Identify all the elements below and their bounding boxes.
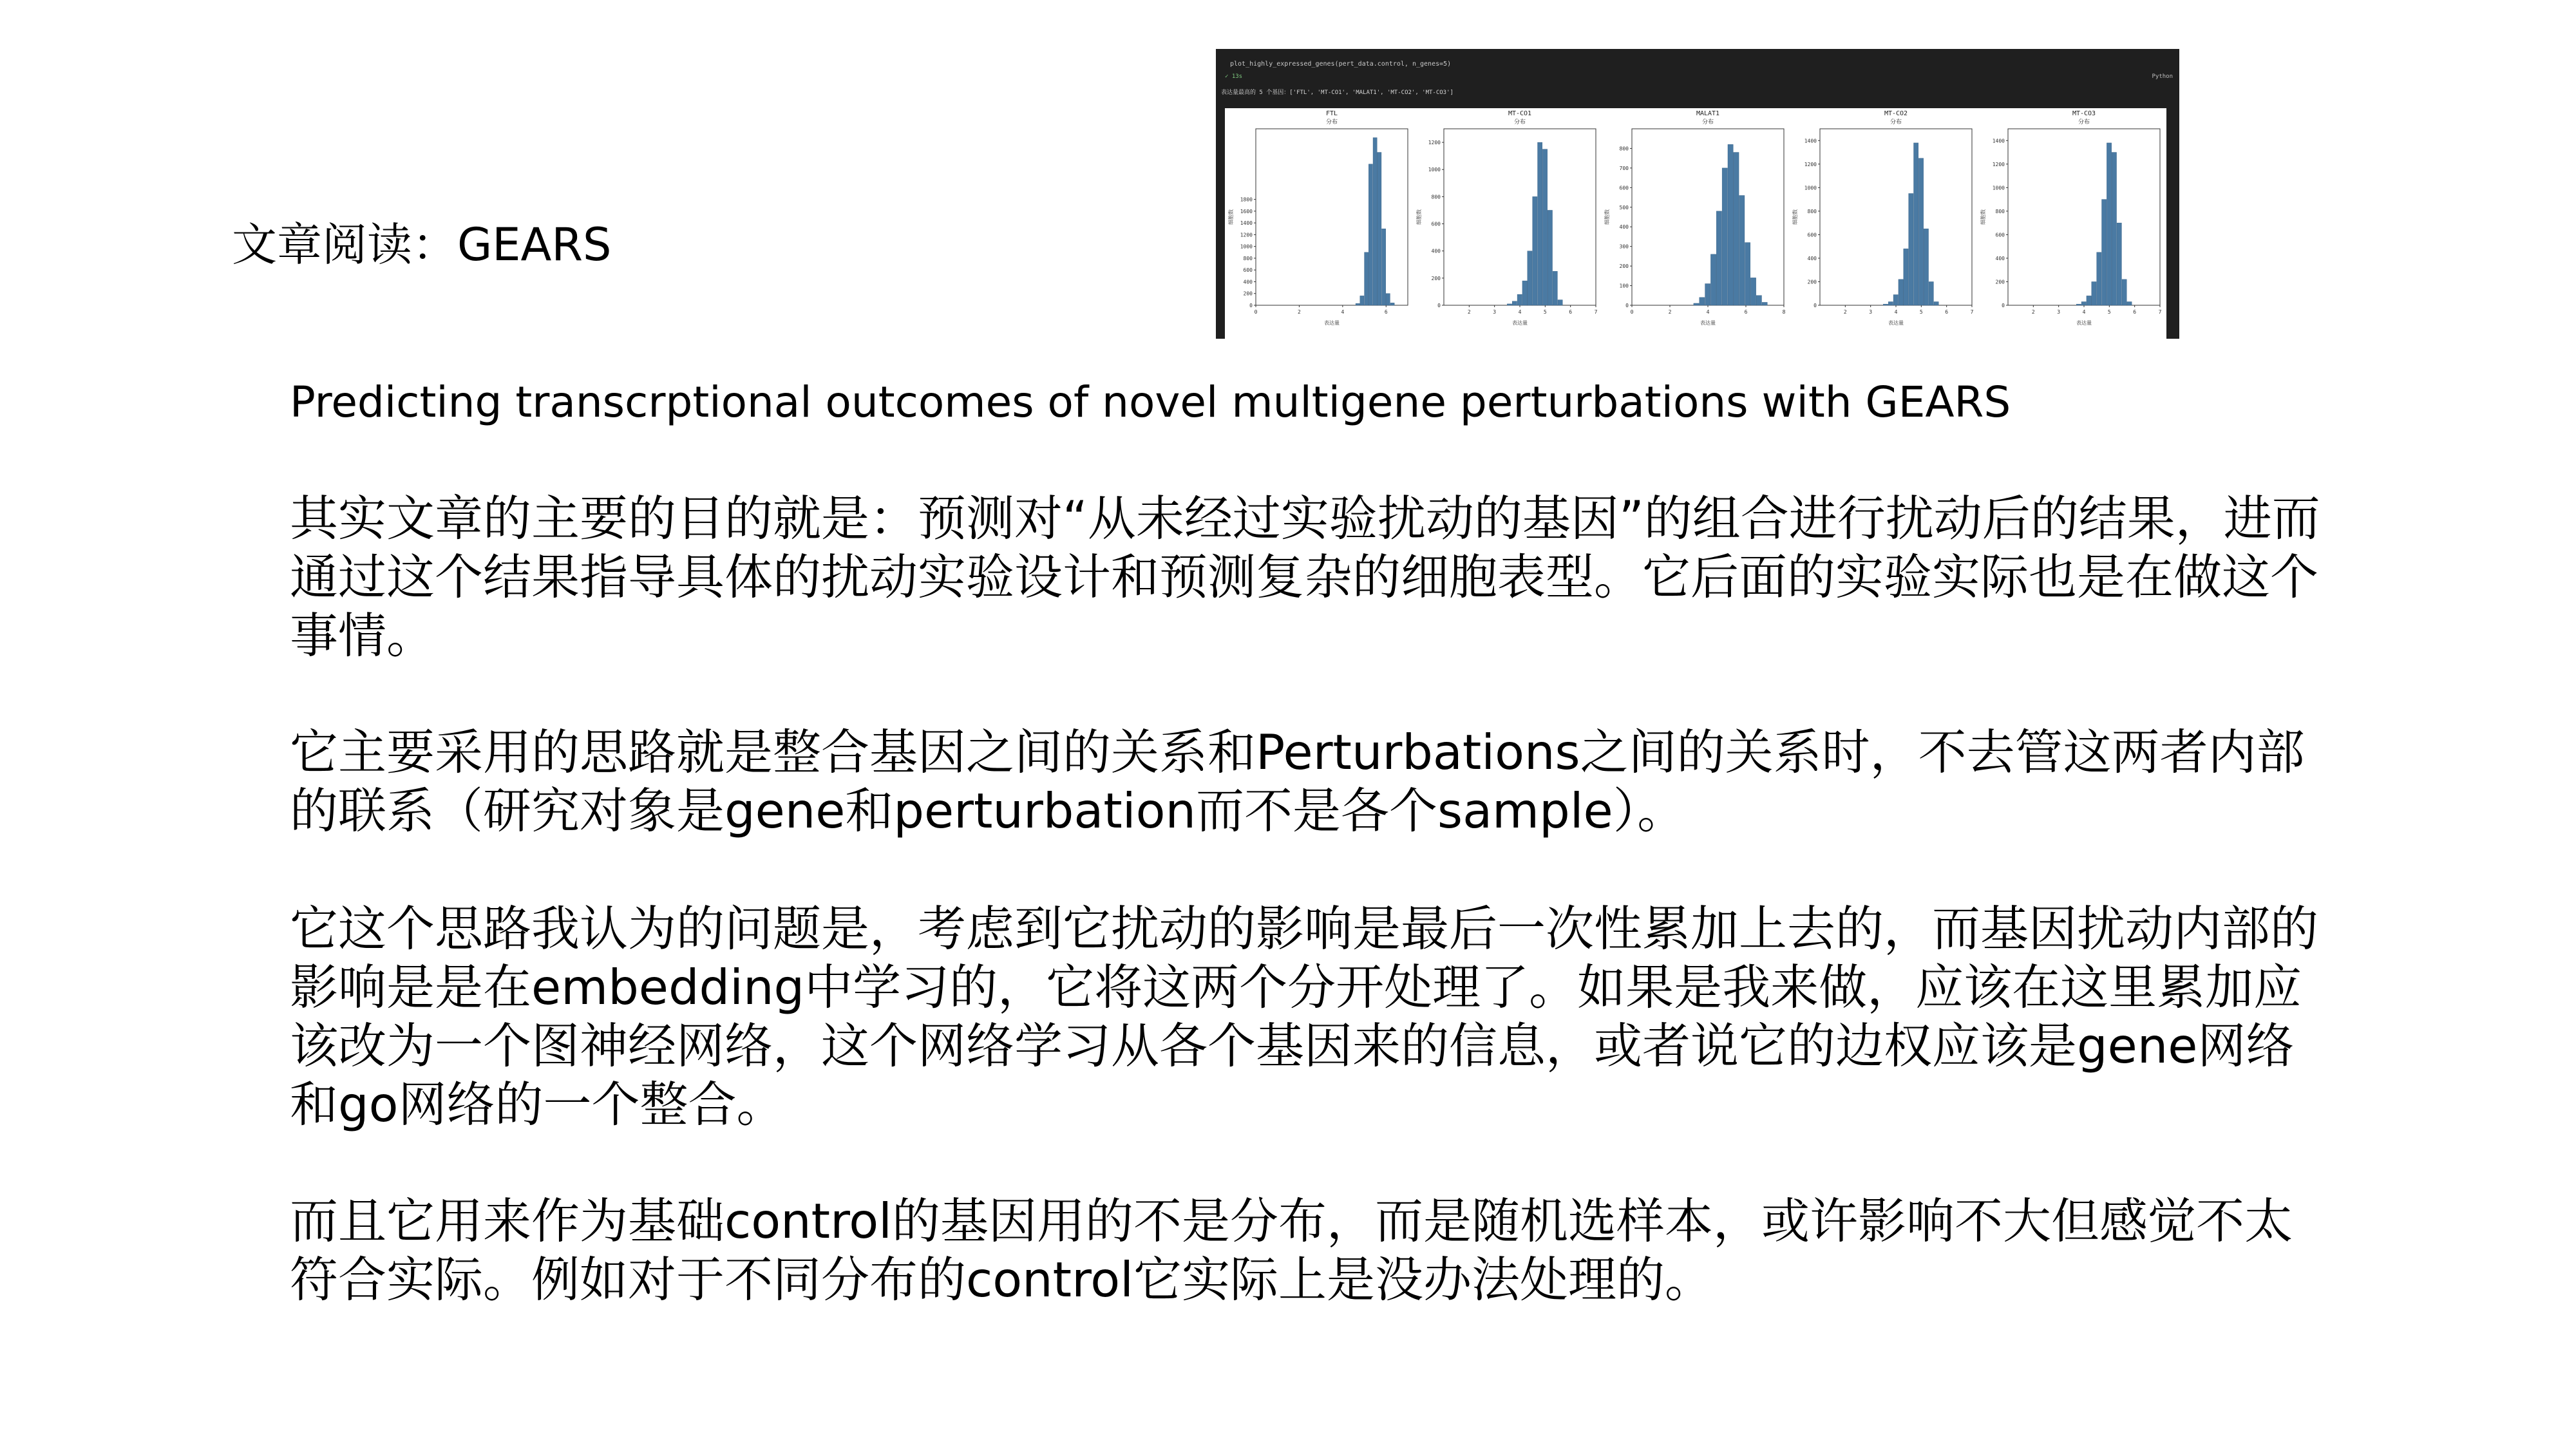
- y-tick-label: 600: [1619, 185, 1629, 191]
- histogram-panel: [1416, 110, 1598, 326]
- histogram-bar: [1909, 193, 1913, 305]
- histogram-bar: [1734, 153, 1739, 305]
- x-tick-label: 5: [2107, 309, 2111, 315]
- histogram-bar: [1558, 300, 1562, 305]
- panel-subtitle: 分布: [1701, 119, 1714, 126]
- x-tick-label: 4: [1341, 309, 1345, 315]
- histogram-bar: [1914, 143, 1918, 305]
- histogram-bar: [1528, 251, 1532, 305]
- histogram-bar: [1694, 303, 1699, 305]
- histogram-bar: [1762, 302, 1767, 305]
- histogram-bar: [1522, 281, 1527, 305]
- panel-title: MT-CO2: [1884, 110, 1908, 117]
- histogram-bar: [1548, 210, 1552, 305]
- x-tick-label: 7: [1970, 309, 1974, 315]
- panel-title: MT-CO1: [1508, 110, 1532, 117]
- y-tick-label: 800: [1995, 208, 2005, 214]
- y-tick-label: 0: [1814, 303, 1817, 308]
- histogram-bar: [1883, 304, 1888, 305]
- histogram-grid: [1225, 108, 2166, 339]
- x-tick-label: 4: [2082, 309, 2086, 315]
- y-tick-label: 200: [1619, 263, 1629, 270]
- histogram-bar: [1373, 138, 1377, 305]
- panel-subtitle: 分布: [1513, 119, 1526, 126]
- x-tick-label: 0: [1254, 309, 1258, 315]
- y-tick-label: 200: [1995, 279, 2005, 285]
- y-tick-label: 1000: [1992, 185, 2005, 191]
- histogram-bar: [1929, 281, 1933, 305]
- y-tick-label: 0: [1249, 303, 1253, 308]
- histogram-bar: [1888, 302, 1893, 305]
- histogram-bar: [1382, 229, 1386, 305]
- y-tick-label: 1000: [1428, 167, 1441, 173]
- panel-subtitle: 分布: [1889, 119, 1902, 126]
- axes-frame: [2008, 129, 2160, 305]
- y-tick-label: 0: [1625, 303, 1629, 308]
- y-axis-label: 细胞数: [1980, 209, 1986, 225]
- axes-frame: [1820, 129, 1972, 305]
- histogram-bar: [1934, 302, 1938, 305]
- y-tick-label: 400: [1995, 255, 2005, 261]
- y-axis-label: 细胞数: [1792, 209, 1798, 225]
- paragraph-approach: 它主要采用的思路就是整合基因之间的关系和Perturbations之间的关系时，不去管这两者内部的联系（研究对象是gene和perturbation而不是各个sample）。: [290, 724, 2305, 839]
- y-tick-label: 400: [1431, 248, 1441, 254]
- histogram-bar: [1745, 243, 1750, 305]
- x-tick-label: 6: [1744, 309, 1748, 315]
- histogram-bar: [2076, 304, 2081, 305]
- y-tick-label: 600: [1995, 232, 2005, 238]
- histogram-bar: [1507, 304, 1511, 305]
- histogram-bar: [1710, 254, 1716, 305]
- histogram-bar: [2112, 153, 2116, 305]
- x-tick-label: 2: [1843, 309, 1847, 315]
- x-tick-label: 2: [2031, 309, 2035, 315]
- panel-subtitle: 分布: [2078, 119, 2090, 126]
- y-tick-label: 1400: [1240, 220, 1253, 227]
- axes-frame: [1444, 129, 1596, 305]
- y-tick-label: 1400: [1804, 138, 1817, 144]
- x-tick-label: 7: [2158, 309, 2162, 315]
- histogram-bar: [1360, 296, 1364, 305]
- histogram-bar: [1356, 303, 1359, 305]
- y-tick-label: 700: [1619, 165, 1629, 171]
- cell-language: Python: [2152, 73, 2173, 80]
- y-tick-label: 800: [1619, 146, 1629, 152]
- histogram-figure: [1225, 108, 2166, 339]
- histogram-bar: [1722, 168, 1727, 305]
- y-tick-label: 300: [1619, 243, 1629, 250]
- histogram-bar: [1918, 158, 1923, 305]
- cell-status: ✓ 13s: [1225, 73, 1243, 80]
- histogram-bar: [1365, 252, 1368, 305]
- histogram-bar: [1512, 301, 1517, 305]
- histogram-bar: [1700, 298, 1705, 305]
- y-tick-label: 1200: [1992, 161, 2005, 167]
- axes-frame: [1632, 129, 1784, 305]
- histogram-bar: [1517, 294, 1522, 305]
- histogram-bar: [1893, 295, 1898, 305]
- x-axis-label: 表达量: [1512, 320, 1528, 326]
- cell-output-text: 表达量最高的 5 个基因：['FTL', 'MT-CO1', 'MALAT1', 'MT-CO2', 'MT-CO3']: [1221, 90, 1454, 96]
- histogram-panel: [1604, 110, 1786, 326]
- histogram-bar: [1378, 153, 1381, 305]
- histogram-bar: [1705, 284, 1710, 305]
- y-tick-label: 1000: [1240, 243, 1253, 250]
- x-tick-label: 6: [1384, 309, 1388, 315]
- x-tick-label: 7: [1594, 309, 1598, 315]
- histogram-bar: [1542, 149, 1547, 305]
- histogram-bar: [2087, 296, 2091, 305]
- y-tick-label: 0: [1437, 303, 1441, 308]
- histogram-bar: [1386, 294, 1390, 305]
- x-tick-label: 5: [1543, 309, 1547, 315]
- histogram-bar: [1368, 164, 1372, 305]
- x-tick-label: 3: [1869, 309, 1873, 315]
- y-tick-label: 200: [1243, 290, 1253, 297]
- y-tick-label: 400: [1807, 255, 1817, 261]
- histogram-panel: [1227, 110, 1408, 326]
- y-axis-label: 细胞数: [1604, 209, 1610, 225]
- slide-title: 文章阅读：GEARS: [232, 218, 612, 271]
- histogram-bar: [1899, 279, 1903, 305]
- histogram-bar: [1750, 278, 1756, 305]
- y-tick-label: 1800: [1240, 196, 1253, 203]
- paper-title: Predicting transcrptional outcomes of novel multigene perturbations with GEARS: [290, 377, 2011, 427]
- x-tick-label: 4: [1518, 309, 1522, 315]
- y-tick-label: 1600: [1240, 208, 1253, 214]
- y-tick-label: 1000: [1804, 185, 1817, 191]
- histogram-bar: [1728, 144, 1733, 305]
- histogram-bar: [1924, 229, 1928, 305]
- x-tick-label: 3: [2057, 309, 2061, 315]
- histogram-bar: [1538, 142, 1542, 305]
- histogram-bar: [2127, 302, 2132, 305]
- histogram-bar: [2081, 302, 2086, 305]
- paragraph-control-issue: 而且它用来作为基础control的基因用的不是分布，而是随机选样本，或许影响不大但感觉不太符合实际。例如对于不同分布的control它实际上是没办法处理的。: [290, 1193, 2293, 1308]
- histogram-bar: [1553, 271, 1557, 305]
- histogram-bar: [2102, 200, 2107, 305]
- y-tick-label: 1200: [1240, 232, 1253, 238]
- histogram-bar: [1390, 303, 1394, 305]
- x-tick-label: 6: [1569, 309, 1573, 315]
- histogram-bar: [2117, 223, 2121, 305]
- panel-subtitle: 分布: [1325, 119, 1338, 126]
- histogram-bar: [2092, 281, 2096, 305]
- x-tick-label: 6: [1945, 309, 1949, 315]
- y-tick-label: 800: [1807, 208, 1817, 214]
- y-tick-label: 1200: [1804, 161, 1817, 167]
- y-axis-label: 细胞数: [1416, 209, 1422, 225]
- histogram-bar: [1904, 249, 1908, 305]
- x-tick-label: 4: [1706, 309, 1710, 315]
- histogram-panel: [1792, 110, 1974, 326]
- panel-title: MALAT1: [1696, 110, 1720, 117]
- x-tick-label: 8: [1782, 309, 1786, 315]
- y-tick-label: 400: [1243, 279, 1253, 285]
- histogram-bar: [1739, 196, 1745, 305]
- x-tick-label: 2: [1467, 309, 1471, 315]
- notebook-screenshot: [1216, 49, 2179, 339]
- x-axis-label: 表达量: [1700, 320, 1716, 326]
- panel-title: MT-CO3: [2072, 110, 2096, 117]
- x-tick-label: 5: [1919, 309, 1923, 315]
- histogram-bar: [1716, 211, 1721, 305]
- x-tick-label: 4: [1894, 309, 1898, 315]
- x-tick-label: 0: [1630, 309, 1634, 315]
- histogram-bar: [2107, 143, 2111, 305]
- y-tick-label: 600: [1431, 221, 1441, 227]
- y-tick-label: 0: [2002, 303, 2005, 308]
- histogram-bar: [1533, 196, 1537, 305]
- x-tick-label: 3: [1493, 309, 1497, 315]
- x-tick-label: 2: [1668, 309, 1672, 315]
- x-tick-label: 6: [2133, 309, 2137, 315]
- y-tick-label: 200: [1431, 275, 1441, 281]
- paragraph-critique: 它这个思路我认为的问题是，考虑到它扰动的影响是最后一次性累加上去的，而基因扰动内部的影响是是在embedding中学习的，它将这两个分开处理了。如果是我来做，应该在这里累加应该改为一个图神经网络，这个网络学习从各个基因来的信息，或者说它的边权应该是gene网络和go网络的一个整合。: [290, 900, 2319, 1133]
- y-tick-label: 100: [1619, 283, 1629, 289]
- histogram-bar: [1756, 296, 1761, 305]
- y-tick-label: 800: [1243, 255, 1253, 261]
- y-tick-label: 200: [1807, 279, 1817, 285]
- y-tick-label: 600: [1243, 267, 1253, 274]
- x-axis-label: 表达量: [1324, 320, 1340, 326]
- y-tick-label: 800: [1431, 194, 1441, 200]
- panel-title: FTL: [1325, 110, 1338, 117]
- histogram-panel: [1980, 110, 2162, 326]
- x-axis-label: 表达量: [2076, 320, 2092, 326]
- x-tick-label: 2: [1298, 309, 1301, 315]
- code-cell: plot_highly_expressed_genes(pert_data.control, n_genes=5): [1230, 61, 1452, 68]
- y-tick-label: 1400: [1992, 138, 2005, 144]
- histogram-bar: [2122, 279, 2126, 305]
- x-axis-label: 表达量: [1888, 320, 1904, 326]
- y-tick-label: 600: [1807, 232, 1817, 238]
- paragraph-goal: 其实文章的主要的目的就是：预测对“从未经过实验扰动的基因”的组合进行扰动后的结果，进而通过这个结果指导具体的扰动实验设计和预测复杂的细胞表型。它后面的实验实际也是在做这个事情。: [290, 490, 2320, 664]
- y-axis-label: 细胞数: [1228, 209, 1234, 225]
- histogram-bar: [2097, 252, 2101, 305]
- y-tick-label: 1200: [1428, 140, 1441, 146]
- y-tick-label: 500: [1619, 204, 1629, 211]
- y-tick-label: 400: [1619, 224, 1629, 231]
